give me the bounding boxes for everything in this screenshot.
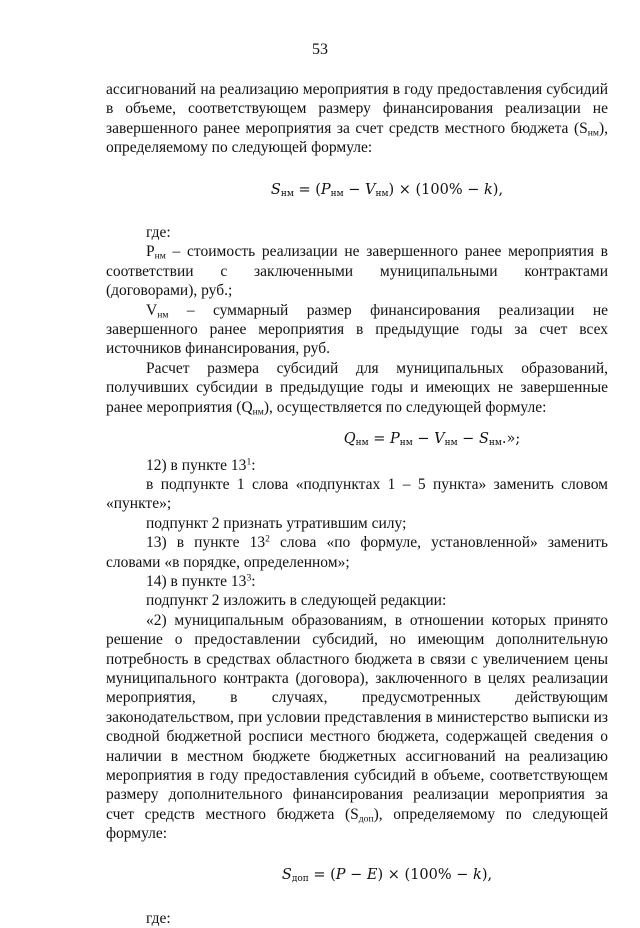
subscript: доп [291,873,309,884]
text-run: : [251,572,256,590]
item-13 [106,533,608,572]
where-label-2: где: [146,910,171,928]
subscript: нм [154,250,166,262]
symbol-k: k [473,866,482,883]
symbol-s: S [281,866,292,883]
symbol-v: V [365,181,376,198]
subscript: нм [330,188,344,199]
text-run: ассигнований на реализацию мероприятия в году предоставления субсидий в объеме, соответствующем размеру финансирования реализации не завершенного ранее мероприятия за счет средств местного бюджета (S [106,81,608,137]
subscript: нм [587,127,599,139]
subscript: нм [399,438,413,449]
where-label: где: [146,224,171,242]
superscript: 3 [246,572,252,584]
subscript: нм [375,188,389,199]
paragraph-intro [106,80,608,158]
text-run: «2) муниципальным образованиям, в отношении которых принято решение о предоставлении субсидий, но имеющим дополнительную потребность в средствах областного бюджета в связи с увеличением цены муниципального контракта (договора), заключенного в целях реализации мероприятия, в случаях, предусмотренных действующим законодательством, при условии представления в министерство выписки из сводной бюджетной росписи местного бюджета, содержащей сведения о наличии в местном бюджете бюджетных ассигнований на реализацию мероприятия в году предоставления субсидий в объеме, соответствующем размеру дополнительного финансирования реализации мероприятия за счет средств местного бюджета (S [106,611,608,823]
text-run: 14) в пункте 13 [146,572,247,590]
formula-op: ), [492,181,504,198]
text-run: : [251,456,256,474]
formula-s-nm [166,181,608,200]
paragraph-q-nm [106,359,608,417]
formula-op: − [345,866,367,883]
item-12-sub2: подпункт 2 признать утратившим силу; [146,514,407,532]
subscript: нм [444,438,458,449]
symbol-s: S [478,431,489,448]
subscript: нм [488,438,502,449]
superscript: 2 [265,533,270,545]
symbol-s: S [270,181,281,198]
subscript: доп [358,813,374,825]
symbol-v: V [146,301,158,319]
formula-op: ), [481,866,493,883]
symbol-p: P [389,431,400,448]
symbol-k: k [483,181,493,198]
symbol-p: P [146,243,155,261]
item-12 [106,456,608,475]
symbol-e: E [366,866,378,883]
text-run: ), осуществляется по следующей формуле: [263,398,547,416]
text-run: 13) в пункте 13 [146,534,266,552]
text-run: Расчет размера субсидий для муниципальных образований, получивших субсидии в предыдущие годы и имеющих не завершенные ранее мероприятия (Q [106,359,608,416]
formula-op: = [368,431,390,448]
subscript: нм [157,309,169,321]
formula-op: − [343,181,365,198]
symbol-q: Q [343,431,356,448]
formula-op: − [457,431,479,448]
text-run: 12) в пункте 13 [146,456,247,474]
page-number: 53 [312,41,328,58]
symbol-p: P [320,181,331,198]
definition-p-nm [106,242,608,300]
text-run: – суммарный размер финансирования реализации не завершенного ранее мероприятия в предыдущие годы за счет всех источников финансирования, руб. [106,301,608,358]
superscript: 1 [246,456,252,468]
formula-op: .»; [501,431,521,448]
formula-op: ) × (100% − [377,866,474,883]
definition-v-nm [106,301,608,359]
item-12-sub1: в подпункте 1 слова «подпунктах 1 – 5 пункта» заменить словом «пункте»; [106,475,608,513]
subscript: нм [252,406,264,418]
subscript: нм [355,438,369,449]
formula-op: = ( [308,866,336,883]
item-14-sub2 [106,611,608,844]
formula-op: = ( [293,181,321,198]
text-run: ), определяемому по следующей формуле: [106,119,608,157]
item-14 [106,572,608,591]
text-run: слова «по формуле, установленной» заменить словами «в порядке, определенном»; [106,534,608,571]
text-run: ), определяемому по следующей формуле: [106,805,609,843]
subscript: нм [280,188,294,199]
symbol-v: V [434,431,445,448]
symbol-p: P [335,866,346,883]
text-run: – стоимость реализации не завершенного ранее мероприятия в соответствии с заключенными муниципальными контрактами (договорами), руб.; [106,243,608,300]
item-14-intro: подпункт 2 изложить в следующей редакции: [146,592,447,610]
formula-op: ) × (100% − [388,181,484,198]
formula-q-nm [256,430,608,449]
document-body [106,80,608,928]
formula-s-dop [166,866,608,885]
formula-op: − [412,431,435,448]
